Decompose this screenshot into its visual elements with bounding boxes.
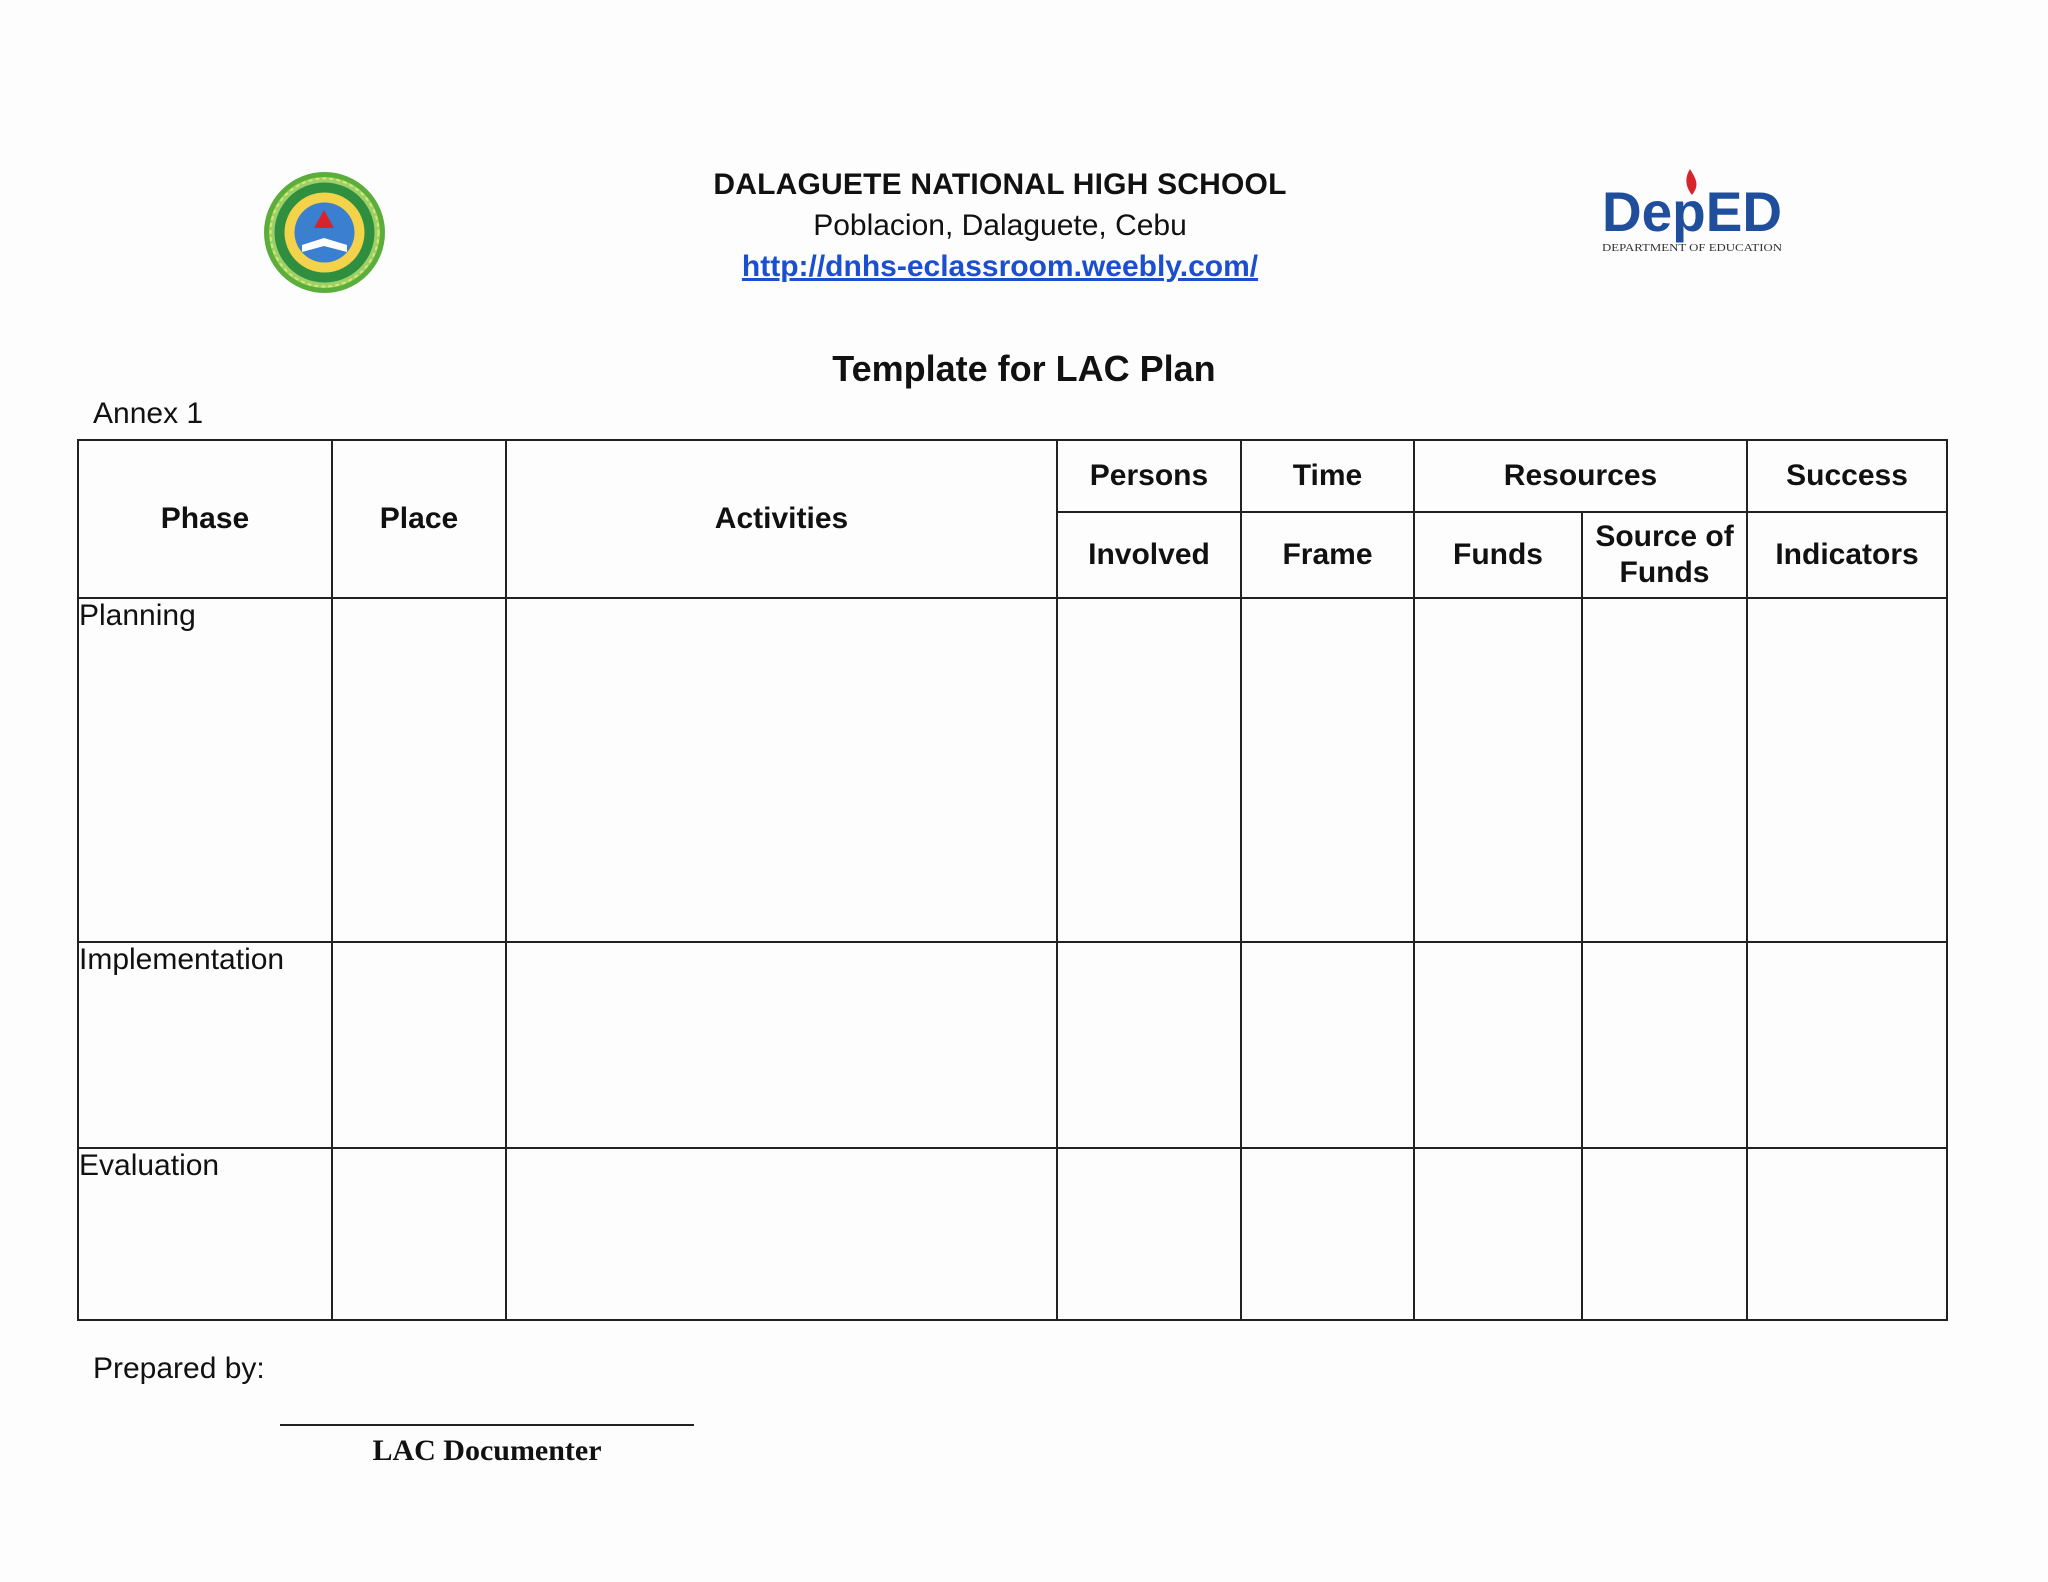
phase-cell-implementation: Implementation [78,942,332,1148]
persons-involved-cell[interactable] [1057,1148,1241,1320]
header-resources: Resources [1414,440,1747,512]
activities-cell[interactable] [506,1148,1057,1320]
header-frame: Frame [1241,512,1414,598]
signatory-role: LAC Documenter [372,1434,602,1467]
header-time: Time [1241,440,1414,512]
header-activities: Activities [506,440,1057,598]
source-of-funds-cell[interactable] [1582,942,1747,1148]
funds-cell[interactable] [1414,598,1582,942]
header-source-of-funds: Source of Funds [1582,512,1747,598]
time-frame-cell[interactable] [1241,942,1414,1148]
header-success: Success [1747,440,1947,512]
success-indicators-cell[interactable] [1747,598,1947,942]
time-frame-cell[interactable] [1241,1148,1414,1320]
lac-plan-table [77,439,1948,1321]
phase-cell-planning: Planning [78,598,332,942]
funds-cell[interactable] [1414,942,1582,1148]
activities-cell[interactable] [506,942,1057,1148]
signature-line [280,1424,694,1426]
place-cell[interactable] [332,942,506,1148]
deped-logo-subtext: DEPARTMENT OF EDUCATION [1602,242,1783,254]
table-row [78,598,1947,942]
success-indicators-cell[interactable] [1747,942,1947,1148]
source-of-funds-cell[interactable] [1582,598,1747,942]
header-persons: Persons [1057,440,1241,512]
persons-involved-cell[interactable] [1057,598,1241,942]
table-row [78,1148,1947,1320]
school-address: Poblacion, Dalaguete, Cebu [813,209,1187,242]
funds-cell[interactable] [1414,1148,1582,1320]
header-indicators: Indicators [1747,512,1947,598]
header-row-top [78,440,1947,512]
success-indicators-cell[interactable] [1747,1148,1947,1320]
annex-label: Annex 1 [93,397,204,430]
place-cell[interactable] [332,1148,506,1320]
school-url-link[interactable]: http://dnhs-eclassroom.weebly.com/ [741,250,1259,283]
deped-logo [1600,165,1785,260]
phase-cell-evaluation: Evaluation [78,1148,332,1320]
persons-involved-cell[interactable] [1057,942,1241,1148]
header-involved: Involved [1057,512,1241,598]
prepared-by-label: Prepared by: [93,1352,265,1385]
source-of-funds-cell[interactable] [1582,1148,1747,1320]
activities-cell[interactable] [506,598,1057,942]
place-cell[interactable] [332,598,506,942]
deped-logo-text: DepED [1602,180,1782,243]
header-phase: Phase [78,440,332,598]
document-title: Template for LAC Plan [832,348,1216,389]
header-place: Place [332,440,506,598]
header-funds: Funds [1414,512,1582,598]
time-frame-cell[interactable] [1241,598,1414,942]
school-name: DALAGUETE NATIONAL HIGH SCHOOL [713,168,1287,201]
table-row [78,942,1947,1148]
